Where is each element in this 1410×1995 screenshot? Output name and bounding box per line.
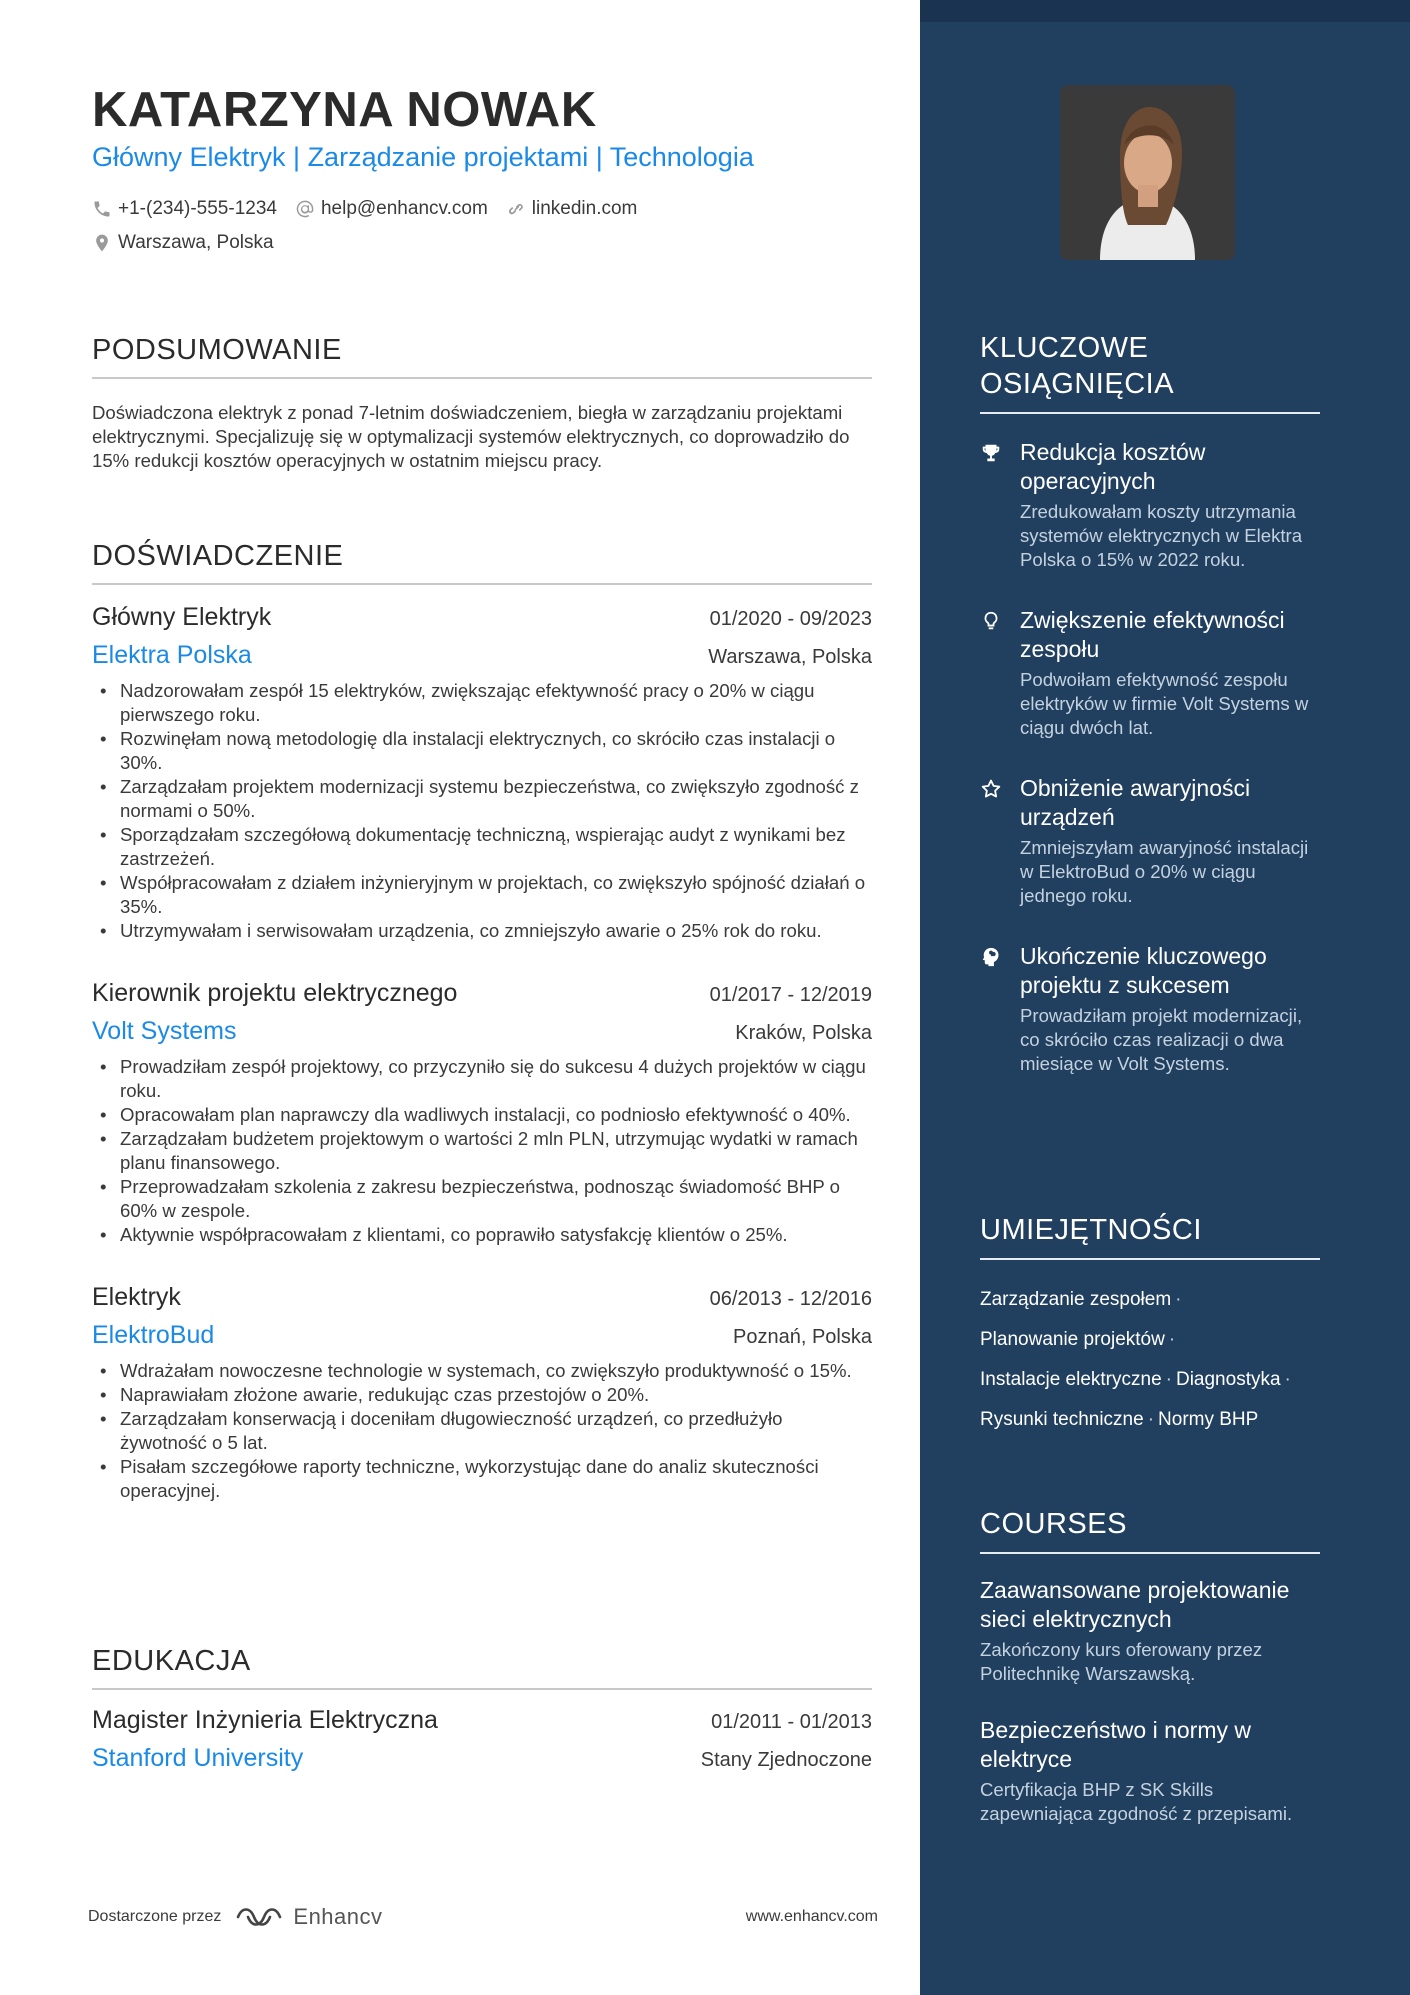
education-entry: [92, 1706, 872, 1780]
achievement-item: [980, 774, 1320, 908]
sidebar-top-bar: [920, 0, 1410, 22]
course-desc: Zakończony kurs oferowany przez Politechnikę Warszawską.: [980, 1639, 1263, 1684]
footer: [88, 1904, 878, 1930]
achievement-item: [980, 942, 1320, 1076]
achievement-title: Ukończenie kluczowego projektu z sukcesem: [1020, 943, 1267, 998]
at-icon: [295, 199, 315, 219]
experience-heading: DOŚWIADCZENIE: [92, 540, 872, 585]
lightbulb-icon: [980, 610, 1002, 632]
skills-heading: UMIEJĘTNOŚCI: [980, 1212, 1320, 1260]
degree-title: Magister Inżynieria Elektryczna: [92, 1706, 438, 1734]
job-bullets: [92, 679, 872, 943]
education-dates: 01/2011 - 01/2013: [711, 1711, 872, 1733]
enhancv-logo-icon: [235, 1904, 283, 1930]
list-item: • Współpracowałam z działem inżynieryjnym w projektach, co zwiększyło spójność działań o 35%.: [92, 871, 872, 919]
skills-section: [980, 1212, 1320, 1440]
courses-section: [980, 1506, 1320, 1826]
footer-brand[interactable]: [88, 1904, 383, 1930]
list-item: • Zarządzałam budżetem projektowym o wartości 2 mln PLN, utrzymując wydatki w ramach planu finansowego.: [92, 1127, 872, 1175]
list-item: • Przeprowadzałam szkolenia z zakresu bezpieczeństwa, podnosząc świadomość BHP o 60% w zespole.: [92, 1175, 872, 1223]
skills-list: Zarządzanie zespołem · Planowanie projektów · Instalacje elektryczne · Diagnostyka · Rysunki techniczne · Normy BHP: [980, 1289, 1291, 1430]
job-company[interactable]: Elektra Polska: [92, 641, 252, 669]
job-company[interactable]: ElektroBud: [92, 1321, 215, 1349]
list-item: • Prowadziłam zespół projektowy, co przyczyniło się do sukcesu 4 dużych projektów w ciągu roku.: [92, 1055, 872, 1103]
avatar: [1060, 85, 1235, 260]
achievement-item: [980, 438, 1320, 572]
course-title: Zaawansowane projektowanie sieci elektrycznych: [980, 1577, 1290, 1632]
headline: Główny Elektryk | Zarządzanie projektami | Technologia: [92, 142, 754, 172]
job-company[interactable]: Volt Systems: [92, 1017, 237, 1045]
contact-phone[interactable]: [92, 198, 277, 220]
brain-icon: [980, 946, 1002, 968]
achievement-title: Zwiększenie efektywności zespołu: [1020, 607, 1285, 662]
contact-email[interactable]: [295, 198, 488, 220]
achievements-section: [980, 330, 1320, 1076]
location-pin-icon: [92, 233, 112, 253]
achievement-desc: Podwoiłam efektywność zespołu elektryków w firmie Volt Systems w ciągu dwóch lat.: [1020, 669, 1309, 738]
job-entry: [92, 1283, 872, 1503]
achievement-desc: Prowadziłam projekt modernizacji, co skróciło czas realizacji o dwa miesiące w Volt Systems.: [1020, 1005, 1303, 1074]
list-item: • Pisałam szczegółowe raporty techniczne, wykorzystując dane do analiz skuteczności operacyjnej.: [92, 1455, 872, 1503]
skill-tag: Instalacje elektryczne: [980, 1369, 1162, 1390]
achievement-item: [980, 606, 1320, 740]
skill-tag: Zarządzanie zespołem: [980, 1289, 1172, 1310]
phone-text: +1-(234)-555-1234: [118, 198, 277, 219]
summary-section: [92, 334, 872, 473]
contact-info: [92, 196, 872, 264]
education-section: [92, 1645, 872, 1780]
course-item: [980, 1576, 1320, 1686]
job-entry: [92, 603, 872, 943]
job-location: Warszawa, Polska: [708, 646, 872, 668]
courses-heading: COURSES: [980, 1506, 1320, 1554]
school-name[interactable]: Stanford University: [92, 1744, 304, 1772]
skill-tag: Rysunki techniczne: [980, 1409, 1144, 1430]
school-location: Stany Zjednoczone: [700, 1749, 872, 1771]
achievement-desc: Zmniejszyłam awaryjność instalacji w ElektroBud o 20% w ciągu jednego roku.: [1020, 837, 1309, 906]
list-item: • Opracowałam plan naprawczy dla wadliwych instalacji, co podniosło efektywność o 40%.: [92, 1103, 872, 1127]
list-item: • Naprawiałam złożone awarie, redukując czas przestojów o 20%.: [92, 1383, 872, 1407]
skill-tag: Normy BHP: [1158, 1409, 1259, 1430]
job-bullets: [92, 1359, 872, 1503]
list-item: • Aktywnie współpracowałam z klientami, co poprawiło satysfakcję klientów o 25%.: [92, 1223, 872, 1247]
brand-name: Enhancv: [293, 1904, 383, 1929]
job-dates: 01/2020 - 09/2023: [709, 608, 872, 630]
job-entry: [92, 979, 872, 1247]
achievement-title: Redukcja kosztów operacyjnych: [1020, 439, 1206, 494]
course-desc: Certyfikacja BHP z SK Skills zapewniająca zgodność z przepisami.: [980, 1779, 1293, 1824]
job-dates: 06/2013 - 12/2016: [709, 1288, 872, 1310]
job-bullets: [92, 1055, 872, 1247]
achievement-desc: Zredukowałam koszty utrzymania systemów elektrycznych w Elektra Polska o 15% w 2022 roku.: [1020, 501, 1303, 570]
job-title: Kierownik projektu elektrycznego: [92, 979, 458, 1007]
summary-heading: PODSUMOWANIE: [92, 334, 872, 379]
email-text: help@enhancv.com: [320, 198, 488, 219]
link-icon: [506, 199, 526, 219]
candidate-name: KATARZYNA NOWAK: [92, 83, 597, 137]
course-title: Bezpieczeństwo i normy w elektryce: [980, 1717, 1251, 1772]
experience-section: [92, 540, 872, 1503]
list-item: • Sporządzałam szczegółową dokumentację techniczną, wspierając audyt z wynikami bez zastrzeżeń.: [92, 823, 872, 871]
list-item: • Nadzorowałam zespół 15 elektryków, zwiększając efektywność pracy o 20% w ciągu pierwszego roku.: [92, 679, 872, 727]
profile-photo: [1060, 85, 1235, 260]
job-title: Główny Elektryk: [92, 603, 272, 631]
star-icon: [980, 778, 1002, 800]
location-text: Warszawa, Polska: [118, 232, 274, 253]
skill-tag: Diagnostyka: [1175, 1369, 1281, 1390]
contact-linkedin[interactable]: [506, 198, 638, 220]
list-item: • Utrzymywałam i serwisowałam urządzenia, co zmniejszyło awarie o 25% rok do roku.: [92, 919, 872, 943]
job-location: Kraków, Polska: [735, 1022, 872, 1044]
list-item: • Rozwinęłam nową metodologię dla instalacji elektrycznych, co skróciło czas instalacji o 30%.: [92, 727, 872, 775]
list-item: • Zarządzałam konserwacją i doceniłam długowieczność urządzeń, co przedłużyło żywotność o 5 lat.: [92, 1407, 872, 1455]
powered-by-text: Dostarczone przez: [88, 1908, 222, 1925]
job-location: Poznań, Polska: [733, 1326, 872, 1348]
list-item: • Zarządzałam projektem modernizacji systemu bezpieczeństwa, co zwiększyło zgodność z normami o 50%.: [92, 775, 872, 823]
achievement-title: Obniżenie awaryjności urządzeń: [1020, 775, 1251, 830]
skill-tag: Planowanie projektów: [980, 1329, 1165, 1350]
job-dates: 01/2017 - 12/2019: [709, 984, 872, 1006]
contact-location: [92, 232, 274, 254]
trophy-icon: [980, 442, 1002, 464]
list-item: • Wdrażałam nowoczesne technologie w systemach, co zwiększyło produktywność o 15%.: [92, 1359, 872, 1383]
education-heading: EDUKACJA: [92, 1645, 872, 1690]
job-title: Elektryk: [92, 1283, 181, 1311]
course-item: [980, 1716, 1320, 1826]
sidebar: [920, 0, 1410, 1995]
linkedin-text: linkedin.com: [531, 198, 638, 219]
website-link[interactable]: www.enhancv.com: [745, 1908, 878, 1925]
achievements-heading: KLUCZOWE OSIĄGNIĘCIA: [980, 330, 1320, 414]
summary-text: Doświadczona elektryk z ponad 7-letnim doświadczeniem, biegła w zarządzaniu projektami elektrycznymi. Specjalizuję się w optymalizacji systemów elektrycznych, co doprowadziło do 15% redukcji kosztów operacyjnych w ostatnim miejscu pracy.: [92, 402, 850, 471]
phone-icon: [92, 199, 112, 219]
